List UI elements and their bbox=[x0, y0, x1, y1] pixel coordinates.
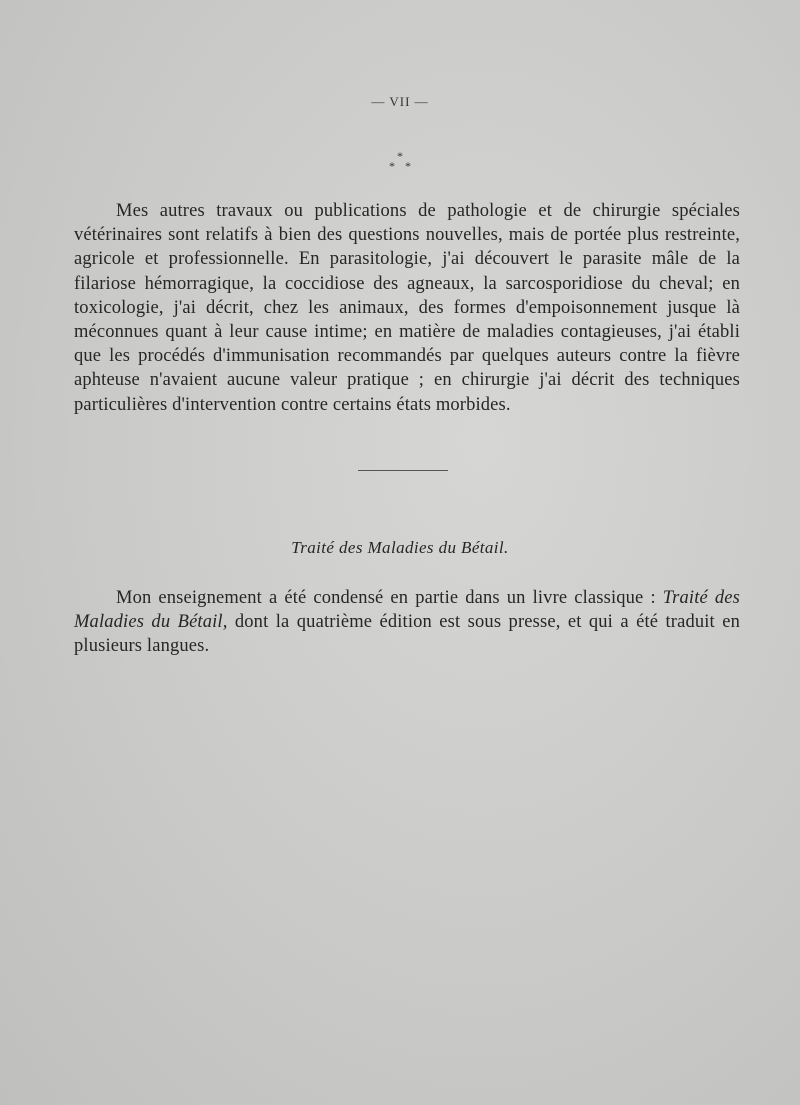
body-paragraph-research: Mes autres travaux ou publications de pathologie et de chirurgie spéciales vétérinaires sont relatifs à bien des questions nouvelles, mais de portée plus restreinte, agricole et professionnelle. En parasitologie, j'ai découvert le parasite mâle de la filariose hémorragique, la coccidiose des agneaux, la sarcosporidiose du cheval; en toxicologie, j'ai décrit, chez les animaux, des formes d'empoisonnement jusque là méconnues quant à leur cause intime; en matière de maladies contagieuses, j'ai établi que les procédés d'immunisation recommandés par quelques auteurs contre la fièvre aphteuse n'avaient aucune valeur pratique ; en chirurgie j'ai décrit des techniques particulières d'intervention contre certains états morbides. bbox=[74, 201, 740, 415]
asterism-ornament bbox=[385, 150, 419, 176]
page-number: — VII — bbox=[371, 94, 429, 109]
paragraph-text-after: dont la quatrième édition est sous presse, et qui a été traduit en plusieurs langues. bbox=[74, 612, 740, 657]
paragraph-text-before: Mon enseignement a été condensé en partie dans un livre classique : bbox=[116, 588, 663, 608]
asterisk-top: * bbox=[397, 149, 403, 163]
asterisk-right: * bbox=[405, 159, 411, 173]
book-title: Traité des Maladies du Bétail, bbox=[74, 588, 740, 633]
asterisk-left: * bbox=[389, 159, 395, 173]
section-heading: Traité des Maladies du Bétail. bbox=[291, 538, 509, 557]
body-paragraph-treatise bbox=[74, 586, 740, 659]
section-divider bbox=[358, 470, 448, 471]
